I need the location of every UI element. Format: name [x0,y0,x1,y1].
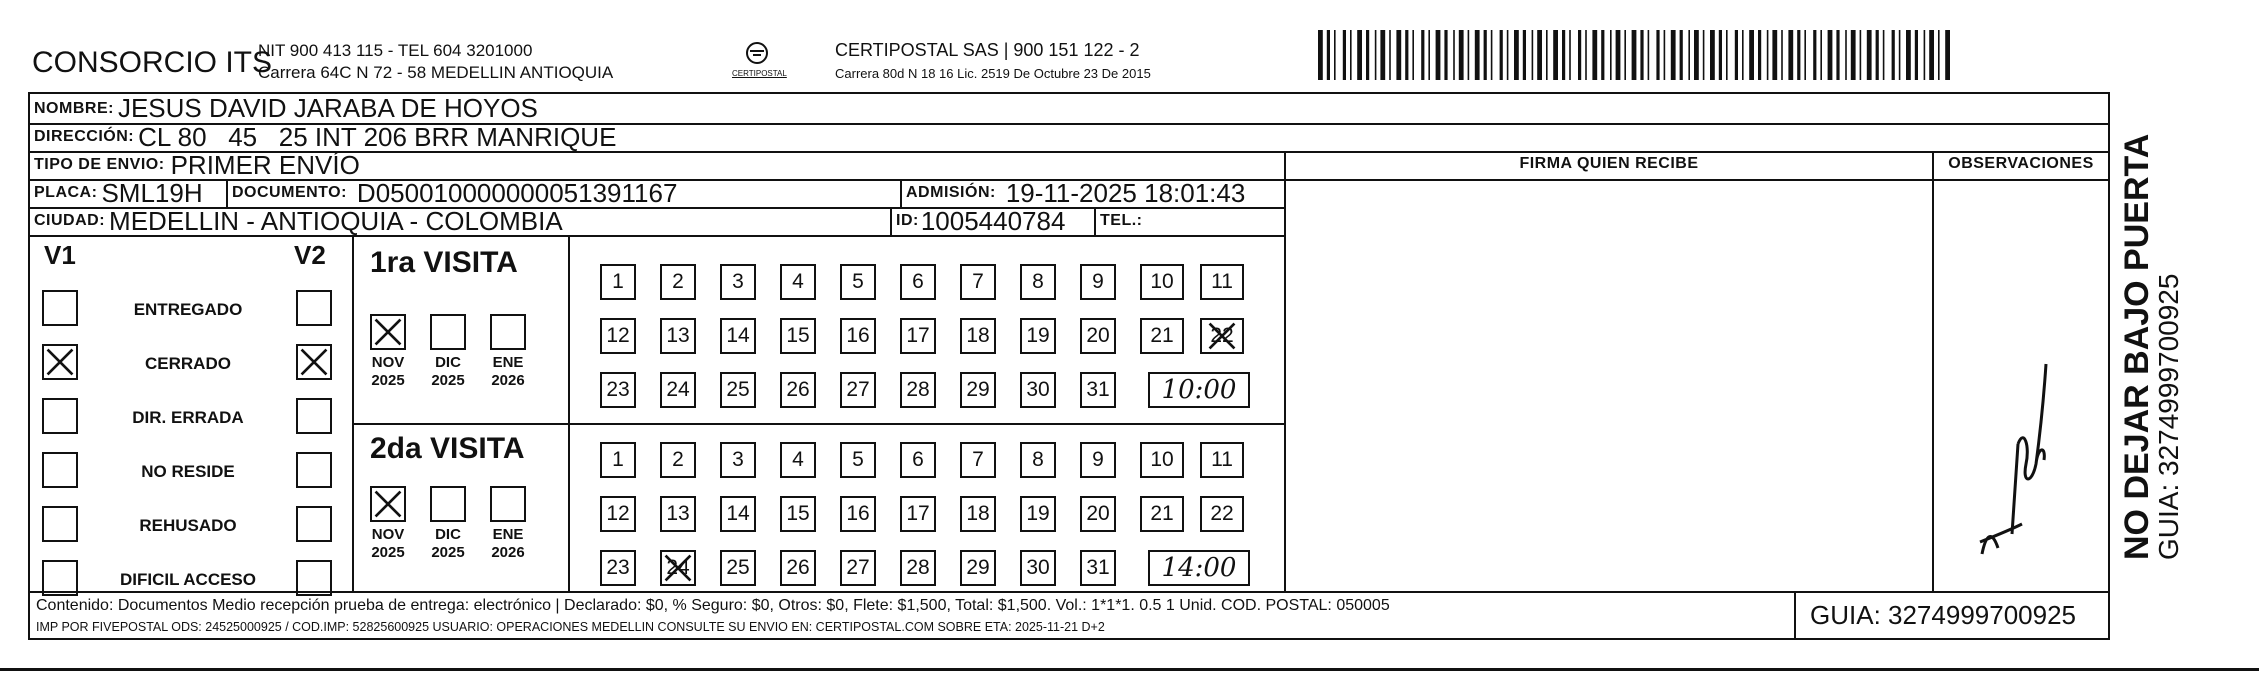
barcode-bar [1945,30,1950,80]
day-8[interactable]: 8 [1020,264,1056,300]
logo-text: CERTIPOSTAL [732,69,787,78]
day-26[interactable]: 26 [780,372,816,408]
placa-label: PLACA: [34,184,98,201]
barcode-bar [1562,30,1565,80]
tipo-label: TIPO DE ENVIO: [34,156,165,173]
barcode-bar [1327,30,1330,80]
day-28[interactable]: 28 [900,372,936,408]
barcode-bar [1553,30,1558,80]
barcode-bar [1860,30,1862,80]
day-30[interactable]: 30 [1020,550,1056,586]
day-27[interactable]: 27 [840,372,876,408]
barcode-bar [1813,30,1816,80]
day-21[interactable]: 21 [1140,318,1184,354]
documento-field [232,179,677,207]
documento-label: DOCUMENTO: [232,184,347,201]
company-address: Carrera 64C N 72 - 58 MEDELLIN ANTIOQUIA [258,63,614,82]
barcode-bar [1585,30,1587,80]
nombre-row [30,94,538,123]
barcode-bar [1671,30,1676,80]
side-text [2118,90,2185,560]
day-11[interactable]: 11 [1200,442,1244,478]
month-checkbox-ene[interactable] [490,486,526,522]
id-label: ID: [896,212,919,229]
barcode-bar [1703,30,1705,80]
barcode-bar [1491,30,1493,80]
barcode-bar [1767,30,1769,80]
day-9[interactable]: 9 [1080,264,1116,300]
barcode-bar [1836,30,1839,80]
day-23[interactable]: 23 [600,550,636,586]
tel-label: TEL.: [1100,212,1143,229]
month-name: NOV [371,354,405,371]
day-7[interactable]: 7 [960,264,996,300]
day-3[interactable]: 3 [720,264,756,300]
first-visit-title: 1ra VISITA [370,246,518,279]
day-22[interactable]: 22 [1200,318,1244,354]
barcode-bar [1624,30,1626,80]
month-year: 2025 [431,372,465,389]
barcode-bar [1396,30,1401,80]
barcode-bar [1616,30,1621,80]
company-nit: NIT 900 413 115 - TEL 604 3201000 [258,41,533,60]
day-19[interactable]: 19 [1020,318,1056,354]
month-label-ene [483,354,533,390]
status-label-0: ENTREGADO [133,300,243,319]
day-8[interactable]: 8 [1020,442,1056,478]
v2-header: V2 [294,240,326,270]
day-22[interactable]: 22 [1200,496,1244,532]
direccion-row [30,123,616,151]
month-year: 2026 [491,544,525,561]
barcode-bar [1484,30,1487,80]
barcode-bar [1546,30,1548,80]
barcode-bar [1537,30,1542,80]
barcode-bar [1797,30,1800,80]
status-label-4: REHUSADO [139,516,237,535]
barcode-bar [1804,30,1806,80]
day-17[interactable]: 17 [900,496,936,532]
day-14[interactable]: 14 [720,496,756,532]
ciudad-row [30,207,563,235]
day-16[interactable]: 16 [840,496,876,532]
day-20[interactable]: 20 [1080,496,1116,532]
v1-header: V1 [44,240,76,270]
day-16[interactable]: 16 [840,318,876,354]
day-15[interactable]: 15 [780,318,816,354]
v2-checkbox-3[interactable] [296,452,332,488]
license-line: Carrera 80d N 18 16 Lic. 2519 De Octubre 23 De 2015 [835,66,1151,81]
day-6[interactable]: 6 [900,264,936,300]
direccion-label: DIRECCIÓN: [34,128,135,145]
observaciones-header: OBSERVACIONES [1948,155,2094,172]
second-visit-title: 2da VISITA [370,432,525,465]
day-29[interactable]: 29 [960,550,996,586]
check-mark-icon [1202,320,1242,352]
barcode-bar [1742,30,1744,80]
day-3[interactable]: 3 [720,442,756,478]
barcode-bar [1578,30,1581,80]
barcode-bar [1710,30,1715,80]
barcode-bar [1656,30,1659,80]
barcode-bar [1915,30,1918,80]
barcode-bar [1318,30,1323,80]
barcode-bar [1453,30,1455,80]
barcode-bar [1640,30,1643,80]
day-19[interactable]: 19 [1020,496,1056,532]
month-label-nov [363,354,413,390]
barcode [1318,30,1950,80]
month-year: 2025 [371,372,405,389]
month-label-dic [423,354,473,390]
barcode-bar [1436,30,1441,80]
barcode-bar [1569,30,1571,80]
day-18[interactable]: 18 [960,496,996,532]
page-bottom-edge [0,668,2259,671]
month-checkbox-nov[interactable] [370,314,406,350]
barcode-bar [1906,30,1911,80]
v1-checkbox-4[interactable] [42,506,78,542]
barcode-bar [1938,30,1940,80]
day-25[interactable]: 25 [720,550,756,586]
check-mark-icon [44,346,76,378]
documento-value: D050010000000051391167 [356,177,678,208]
side-text-line2: GUIA: 3274999700925 [2153,273,2184,560]
barcode-bar [1688,30,1690,80]
barcode-bar [1867,30,1872,80]
month-label-dic [423,526,473,562]
admision-field [906,179,1245,207]
day-23[interactable]: 23 [600,372,636,408]
day-13[interactable]: 13 [660,496,696,532]
barcode-bar [1380,30,1385,80]
footer-guia: GUIA: 3274999700925 [1810,600,2076,630]
month-name: ENE [492,354,524,371]
status-label-5: DIFICIL ACCESO [119,570,256,589]
day-30[interactable]: 30 [1020,372,1056,408]
barcode-bar [1610,30,1612,80]
nombre-label: NOMBRE: [34,99,114,117]
day-14[interactable]: 14 [720,318,756,354]
check-mark-icon [372,316,404,348]
observaciones-signature [1952,334,2072,574]
barcode-bar [1772,30,1777,80]
v2-checkbox-4[interactable] [296,506,332,542]
barcode-bar [1788,30,1793,80]
barcode-bar [1883,30,1885,80]
v1-checkbox-5[interactable] [42,560,78,596]
status-label-3: NO RESIDE [141,462,235,481]
visit-time-box[interactable]: 14:00 [1148,550,1250,586]
barcode-bar [1876,30,1879,80]
barcode-bar [1680,30,1683,80]
barcode-bar [1726,30,1728,80]
day-12[interactable]: 12 [600,496,636,532]
month-name: DIC [435,526,461,543]
ciudad-value: MEDELLIN - ANTIOQUIA - COLOMBIA [109,205,563,236]
delivery-form [28,92,2110,640]
day-5[interactable]: 5 [840,264,876,300]
day-13[interactable]: 13 [660,318,696,354]
v1-checkbox-1[interactable] [42,344,78,380]
check-mark-icon [372,488,404,520]
footer-imp: IMP POR FIVEPOSTAL ODS: 24525000925 / COD.IMP: 52825600925 USUARIO: OPERACIONES MEDELLIN CONSULTE SU ENVIO EN: CERTIPOSTAL.COM SOBRE ETA: 2025-11-21 D+2 [36,620,1105,634]
day-26[interactable]: 26 [780,550,816,586]
barcode-bar [1781,30,1783,80]
firma-header: FIRMA QUIEN RECIBE [1519,155,1699,172]
barcode-bar [1899,30,1901,80]
barcode-bar [1389,30,1391,80]
day-31[interactable]: 31 [1080,372,1116,408]
barcode-bar [1375,30,1377,80]
barcode-bar [1820,30,1822,80]
check-mark-icon [662,552,694,584]
day-7[interactable]: 7 [960,442,996,478]
barcode-bar [1343,30,1346,80]
v2-checkbox-5[interactable] [296,560,332,596]
barcode-bar [1828,30,1833,80]
day-20[interactable]: 20 [1080,318,1116,354]
barcode-bar [1523,30,1526,80]
footer-contenido: Contenido: Documentos Medio recepción prueba de entrega: electrónico | Declarado: $0, % Seguro: $0, Otros: $0, Flete: $1,500, Total: $1,500. Vol.: 1*1*1. 0.5 1 Unid. COD. POSTAL: 050005 [36,597,1390,614]
month-checkbox-nov[interactable] [370,486,406,522]
certipostal-logo [732,40,787,82]
barcode-bar [1350,30,1352,80]
month-name: NOV [371,526,405,543]
status-label-1: CERRADO [145,354,231,373]
day-1[interactable]: 1 [600,264,636,300]
id-value: 1005440784 [920,205,1066,236]
barcode-bar [1500,30,1503,80]
ciudad-label: CIUDAD: [34,212,106,229]
month-year: 2025 [431,544,465,561]
v2-checkbox-2[interactable] [296,398,332,434]
month-year: 2025 [371,544,405,561]
month-year: 2026 [491,372,525,389]
barcode-bar [1444,30,1447,80]
barcode-bar [1592,30,1597,80]
side-text-line1: NO DEJAR BAJO PUERTA [2118,133,2156,560]
tipo-row [30,151,360,179]
day-12[interactable]: 12 [600,318,636,354]
barcode-bar [1648,30,1650,80]
month-name: ENE [492,526,524,543]
barcode-bar [1412,30,1414,80]
day-2[interactable]: 2 [660,264,696,300]
barcode-bar [1845,30,1847,80]
barcode-bar [1507,30,1509,80]
barcode-bar [1405,30,1408,80]
barcode-bar [1334,30,1336,80]
barcode-bar [1475,30,1480,80]
day-6[interactable]: 6 [900,442,936,478]
day-4[interactable]: 4 [780,442,816,478]
barcode-bar [1632,30,1637,80]
day-5[interactable]: 5 [840,442,876,478]
v2-checkbox-1[interactable] [296,344,332,380]
id-field [896,207,1065,235]
day-25[interactable]: 25 [720,372,756,408]
barcode-bar [1851,30,1856,80]
barcode-bar [1366,30,1369,80]
barcode-bar [1719,30,1722,80]
barcode-bar [1421,30,1424,80]
barcode-bar [1929,30,1934,80]
barcode-bar [1694,30,1699,80]
company-name: CONSORCIO ITS [32,46,273,79]
barcode-bar [1357,30,1362,80]
day-1[interactable]: 1 [600,442,636,478]
day-21[interactable]: 21 [1140,496,1184,532]
day-11[interactable]: 11 [1200,264,1244,300]
placa-row [30,179,203,207]
day-29[interactable]: 29 [960,372,996,408]
visit-time-box[interactable]: 10:00 [1148,372,1250,408]
tipo-value: PRIMER ENVÍO [170,149,360,180]
barcode-bar [1735,30,1738,80]
direccion-value: CL 80 45 25 INT 206 BRR MANRIQUE [138,121,617,152]
barcode-bar [1749,30,1754,80]
barcode-bar [1892,30,1895,80]
check-mark-icon [298,346,330,378]
barcode-bar [1924,30,1926,80]
status-label-2: DIR. ERRADA [132,408,244,427]
day-28[interactable]: 28 [900,550,936,586]
day-24[interactable]: 24 [660,550,696,586]
barcode-bar [1532,30,1534,80]
certipostal-line: CERTIPOSTAL SAS | 900 151 122 - 2 [835,40,1140,60]
month-checkbox-ene[interactable] [490,314,526,350]
barcode-bar [1459,30,1464,80]
month-checkbox-dic[interactable] [430,314,466,350]
nombre-value: JESUS DAVID JARABA DE HOYOS [117,93,538,123]
day-17[interactable]: 17 [900,318,936,354]
day-18[interactable]: 18 [960,318,996,354]
placa-value: SML19H [101,177,203,208]
month-checkbox-dic[interactable] [430,486,466,522]
v1-checkbox-3[interactable] [42,452,78,488]
day-9[interactable]: 9 [1080,442,1116,478]
day-4[interactable]: 4 [780,264,816,300]
admision-label: ADMISIÓN: [906,184,996,201]
month-label-nov [363,526,413,562]
v2-checkbox-0[interactable] [296,290,332,326]
day-10[interactable]: 10 [1140,264,1184,300]
v1-checkbox-0[interactable] [42,290,78,326]
barcode-bar [1468,30,1470,80]
day-27[interactable]: 27 [840,550,876,586]
admision-value: 19-11-2025 18:01:43 [1005,177,1246,208]
v1-checkbox-2[interactable] [42,398,78,434]
barcode-bar [1758,30,1761,80]
barcode-bar [1664,30,1666,80]
barcode-bar [1428,30,1430,80]
barcode-bar [1601,30,1604,80]
day-2[interactable]: 2 [660,442,696,478]
month-name: DIC [435,354,461,371]
day-24[interactable]: 24 [660,372,696,408]
barcode-bar [1514,30,1519,80]
day-31[interactable]: 31 [1080,550,1116,586]
day-15[interactable]: 15 [780,496,816,532]
month-label-ene [483,526,533,562]
day-10[interactable]: 10 [1140,442,1184,478]
